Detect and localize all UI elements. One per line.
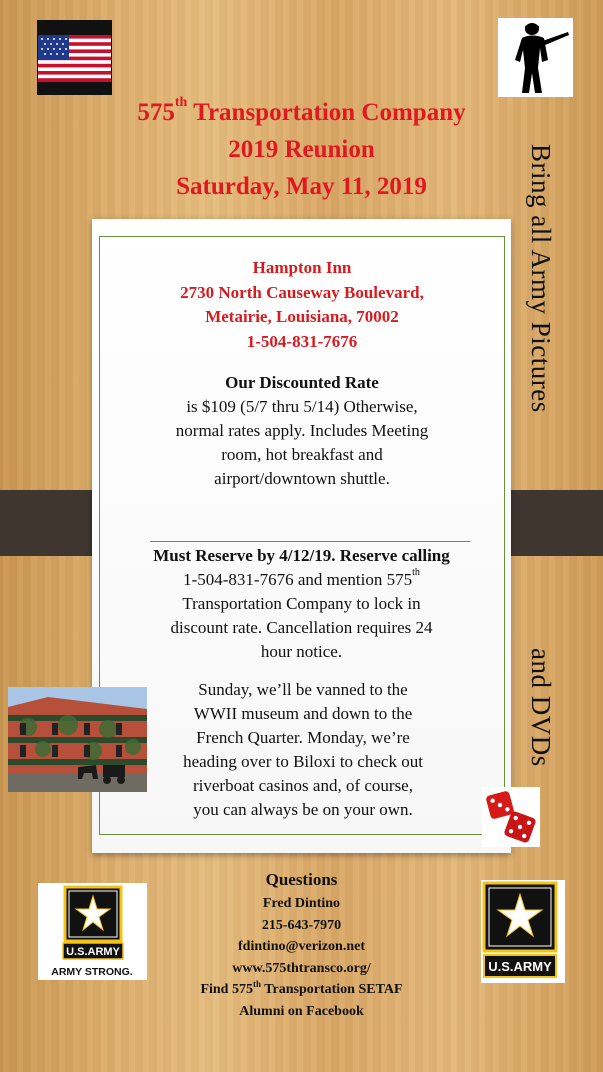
questions-heading: Questions bbox=[265, 870, 338, 889]
rate-line: room, hot breakfast and bbox=[221, 445, 383, 464]
army-strong-logo bbox=[38, 883, 147, 980]
reserve-line-3: Transportation Company to lock in bbox=[182, 594, 421, 613]
rate-heading: Our Discounted Rate bbox=[225, 373, 379, 392]
french-quarter-photo bbox=[8, 687, 147, 792]
side-text-pictures: Bring all Army Pictures bbox=[526, 144, 556, 413]
reserve-line-4: discount rate. Cancellation requires 24 bbox=[170, 618, 433, 637]
activity-line: riverboat casinos and, of course, bbox=[193, 776, 413, 795]
rate-line: airport/downtown shuttle. bbox=[214, 469, 390, 488]
facebook-line-2: Alumni on Facebook bbox=[239, 1003, 364, 1019]
contact-block bbox=[150, 893, 453, 1022]
facebook-line-1: Find 575th Transportation SETAF bbox=[200, 979, 403, 997]
rate-section bbox=[100, 371, 504, 491]
title-line-1: 575th Transportation Company bbox=[137, 95, 466, 126]
hotel-phone: 1-504-831-7676 bbox=[246, 331, 358, 351]
reserve-section bbox=[92, 544, 511, 664]
american-flag-icon bbox=[37, 20, 112, 95]
activity-line: Sunday, we’ll be vanned to the bbox=[198, 680, 408, 699]
title-line-3: Saturday, May 11, 2019 bbox=[176, 173, 427, 200]
activity-line: heading over to Biloxi to check out bbox=[183, 752, 423, 771]
dice-icon bbox=[482, 787, 540, 847]
reserve-line-1: Must Reserve by 4/12/19. Reserve calling bbox=[153, 546, 450, 565]
hotel-name: Hampton Inn bbox=[252, 258, 352, 277]
left-logo-text: U.S.ARMY bbox=[66, 946, 120, 958]
hotel-info bbox=[100, 256, 504, 354]
activity-line: you can always be on your own. bbox=[193, 800, 413, 819]
reserve-line-2: 1-504-831-7676 and mention 575th bbox=[183, 567, 420, 589]
activity-line: WWII museum and down to the bbox=[193, 704, 413, 723]
army-strong-text: ARMY STRONG. bbox=[51, 966, 133, 978]
contact-email[interactable]: fdintino@verizon.net bbox=[238, 939, 365, 954]
activity-line: French Quarter. Monday, we’re bbox=[196, 728, 410, 747]
title-line-2: 2019 Reunion bbox=[228, 136, 375, 163]
us-army-logo bbox=[481, 880, 565, 983]
contact-name: Fred Dintino bbox=[262, 896, 341, 911]
side-text-dvds: and DVDs bbox=[526, 648, 556, 767]
contact-website[interactable]: www.575thtransco.org/ bbox=[232, 960, 371, 976]
rate-line: normal rates apply. Includes Meeting bbox=[175, 421, 429, 440]
soldier-silhouette-icon bbox=[498, 18, 573, 97]
contact-phone: 215-643-7970 bbox=[261, 917, 342, 933]
right-logo-text: U.S.ARMY bbox=[488, 959, 552, 974]
activities-section bbox=[140, 678, 466, 822]
reserve-line-5: hour notice. bbox=[260, 642, 343, 661]
hotel-city: Metairie, Louisiana, 70002 bbox=[205, 307, 399, 326]
divider bbox=[150, 541, 470, 542]
rate-line: is $109 (5/7 thru 5/14) Otherwise, bbox=[186, 397, 418, 416]
hotel-street: 2730 North Causeway Boulevard, bbox=[180, 282, 424, 302]
